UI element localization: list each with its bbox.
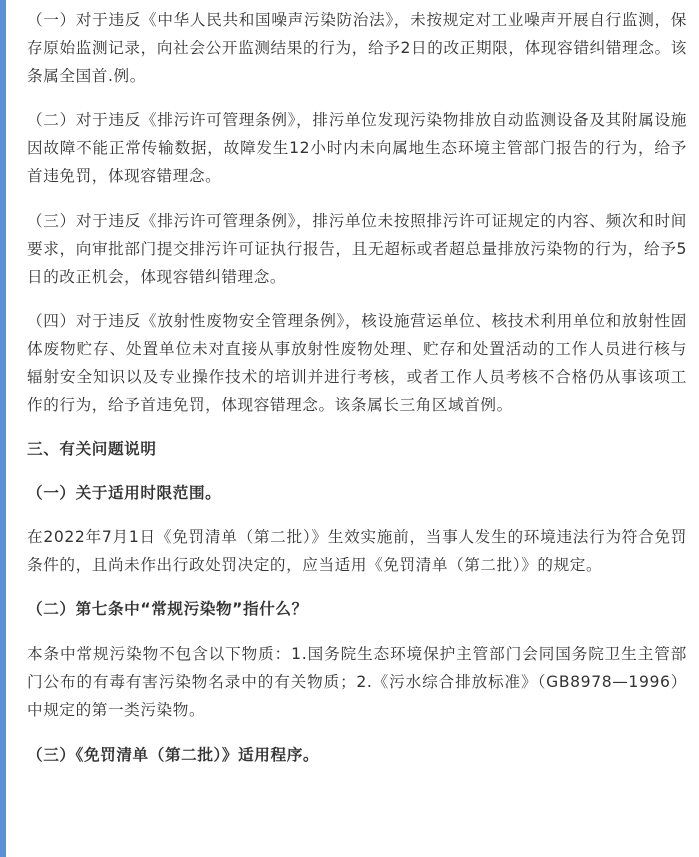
paragraph-item-4: （四）对于违反《放射性废物安全管理条例》，核设施营运单位、核技术利用单位和放射性固体废物贮存、处置单位未对直接从事放射性废物处理、贮存和处置活动的工作人员进行核与辐射安全知识以及专业操作技术的培训并进行考核，或者工作人员考核不合格仍从事该项工作的行为，给予首违免罚，体现容错理念。该条属长三角区域首例。	[27, 312, 687, 414]
subheading-conventional-pollutants: （二）第七条中“常规污染物”指什么？	[27, 600, 308, 618]
paragraph-conventional-pollutants: 本条中常规污染物不包含以下物质：1.国务院生态环境保护主管部门会同国务院卫生主管部门公布的有毒有害污染物名录中的有关物质；2.《污水综合排放标准》（GB8978—1996）中规定的第一类污染物。	[27, 645, 687, 719]
quote-left-border	[0, 0, 6, 857]
article-body	[27, 6, 687, 784]
paragraph-item-3: （三）对于违反《排污许可管理条例》，排污单位未按照排污许可证规定的内容、频次和时间要求，向审批部门提交排污许可证执行报告，且无超标或者超总量排放污染物的行为，给予5日的改正机会，体现容错纠错理念。	[27, 212, 687, 286]
subheading-time-scope: （一）关于适用时限范围。	[27, 484, 222, 502]
section-heading-3: 三、有关问题说明	[27, 440, 157, 458]
paragraph-item-1: （一）对于违反《中华人民共和国噪声污染防治法》，未按规定对工业噪声开展自行监测，保存原始监测记录，向社会公开监测结果的行为，给予2日的改正期限，体现容错纠错理念。该条属全国首.例。	[27, 11, 687, 85]
paragraph-time-scope: 在2022年7月1日《免罚清单（第二批）》生效实施前，当事人发生的环境违法行为符合免罚条件的，且尚未作出行政处罚决定的，应当适用《免罚清单（第二批）》的规定。	[27, 528, 687, 574]
paragraph-item-2: （二）对于违反《排污许可管理条例》，排污单位发现污染物排放自动监测设备及其附属设施因故障不能正常传输数据，故障发生12小时内未向属地生态环境主管部门报告的行为，给予首违免罚，体现容错理念。	[27, 111, 687, 185]
subheading-procedure: （三）《免罚清单（第二批）》适用程序。	[27, 746, 320, 764]
